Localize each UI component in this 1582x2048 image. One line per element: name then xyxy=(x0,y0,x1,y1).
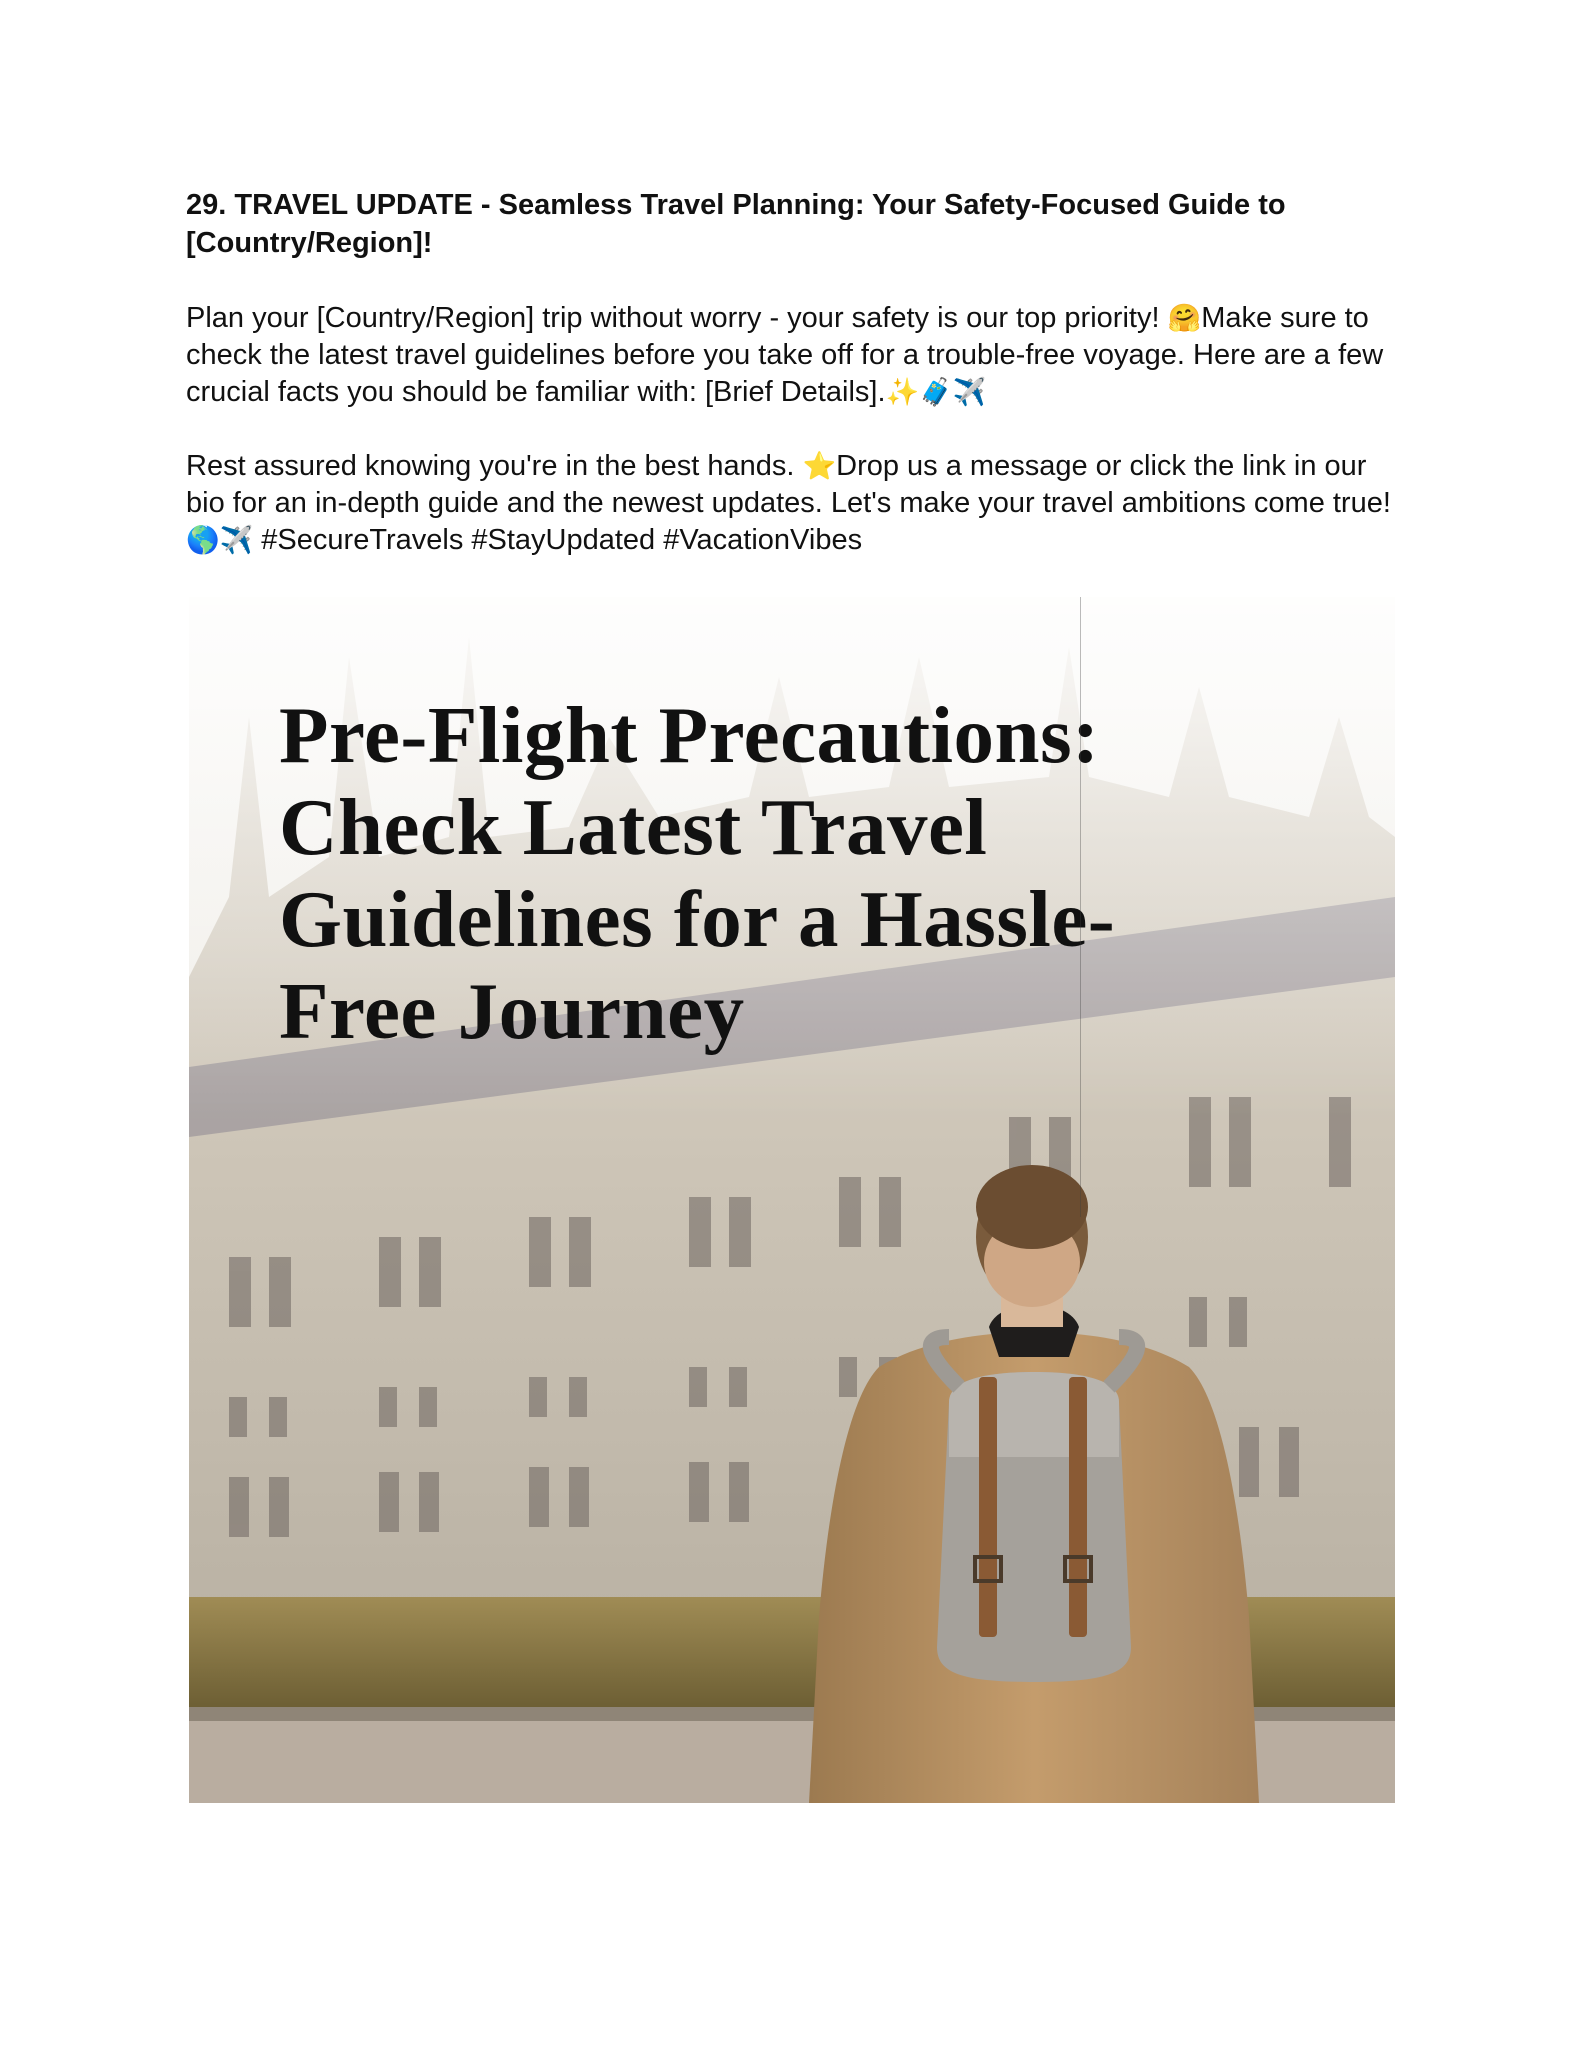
image-heading-line-1: Pre-Flight Precautions: xyxy=(279,690,1100,780)
post-paragraph-1 xyxy=(186,300,1406,411)
paragraph-1-text-b: Make sure to check the latest travel guidelines before you take off for a trouble-free voyage. Here are a few crucial facts you should be familiar with: [Brief Details]. xyxy=(186,302,1384,408)
hashtags: #SecureTravels #StayUpdated #VacationVibes xyxy=(253,524,863,556)
paragraph-1-text-a: Plan your [Country/Region] trip without worry - your safety is our top priority! xyxy=(186,302,1168,334)
image-divider-line xyxy=(1080,597,1081,1217)
sparkles-luggage-plane-icon: ✨🧳✈️ xyxy=(885,377,987,408)
paragraph-2-text-a: Rest assured knowing you're in the best hands. xyxy=(186,450,803,482)
image-heading xyxy=(279,689,1229,1057)
paragraph-2-text-b: Drop us a message or click the link in our bio for an in-depth guide and the newest updates. Let's make your travel ambitions come true! xyxy=(186,450,1391,519)
image-heading-line-2: Check Latest Travel xyxy=(279,782,988,872)
post-content xyxy=(186,186,1406,559)
star-icon: ⭐ xyxy=(802,451,837,482)
post-paragraph-2 xyxy=(186,448,1406,559)
globe-plane-icon: 🌎✈️ xyxy=(186,525,254,556)
hugging-face-icon: 🤗 xyxy=(1167,303,1202,334)
image-heading-line-3: Guidelines for a Hassle- xyxy=(279,874,1116,964)
travel-photo xyxy=(189,597,1395,1803)
image-heading-line-4: Free Journey xyxy=(279,966,745,1056)
post-title: 29. TRAVEL UPDATE - Seamless Travel Planning: Your Safety-Focused Guide to [Country/Region]! xyxy=(186,189,1286,259)
